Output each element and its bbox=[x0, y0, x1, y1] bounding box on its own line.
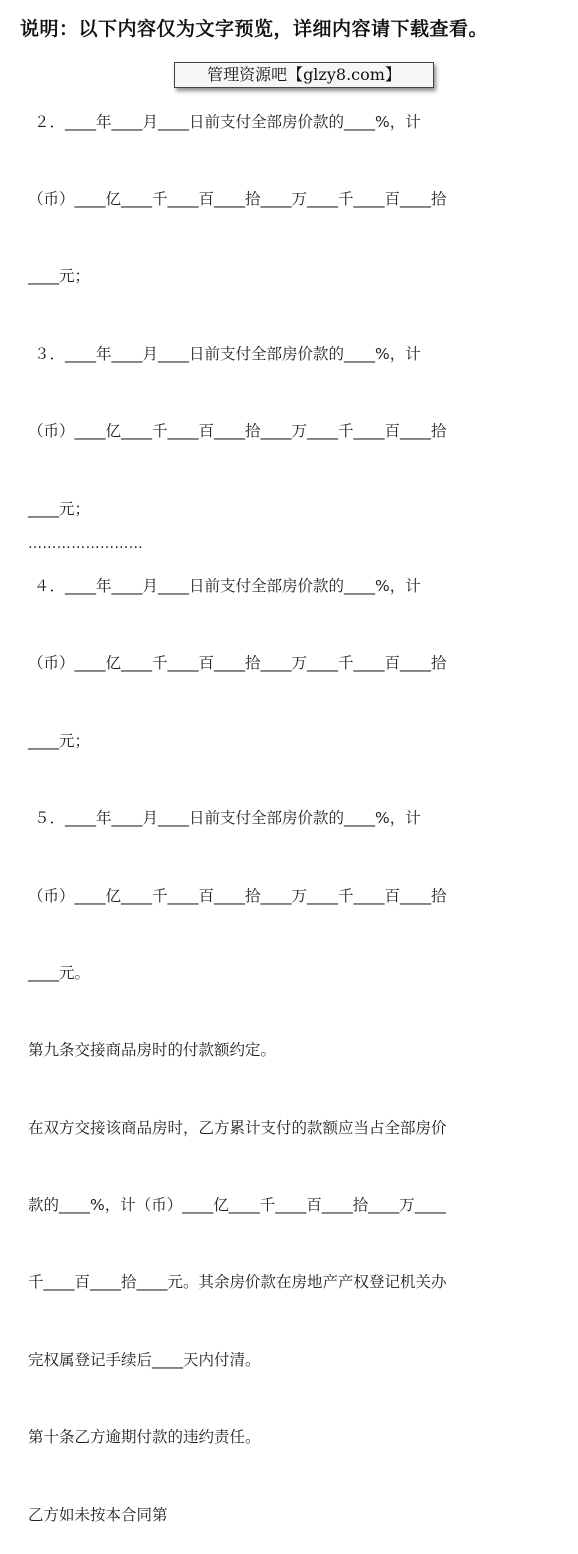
clause-3-line-3: ____元； bbox=[28, 499, 91, 518]
article-9-text-2: 款的____%，计（币）____亿____千____百____拾____万____ bbox=[28, 1196, 446, 1215]
article-10-heading: 第十条乙方逾期付款的违约责任。 bbox=[28, 1428, 261, 1447]
article-9-text-3: 千____百____拾____元。其余房价款在房地产产权登记机关办 bbox=[28, 1273, 447, 1292]
document-body bbox=[28, 58, 558, 1554]
clause-4-line-2: （币）____亿____千____百____拾____万____千____百____拾 bbox=[28, 654, 447, 673]
clause-3-line-1: ３．____年____月____日前支付全部房价款的____%，计 bbox=[34, 344, 421, 363]
clause-5-line-3: ____元。 bbox=[28, 963, 91, 982]
clause-3-line-2: （币）____亿____千____百____拾____万____千____百____拾 bbox=[28, 422, 447, 441]
clause-2-line-3: ____元； bbox=[28, 267, 91, 286]
article-9-heading: 第九条交接商品房时的付款额约定。 bbox=[28, 1041, 277, 1060]
truncation-ellipsis: …………………… bbox=[28, 536, 144, 552]
clause-4-line-1: ４．____年____月____日前支付全部房价款的____%，计 bbox=[34, 576, 421, 595]
clause-5-line-2: （币）____亿____千____百____拾____万____千____百____拾 bbox=[28, 886, 447, 905]
article-10-text-1: 乙方如未按本合同第 bbox=[28, 1505, 168, 1524]
article-9-text-4: 完权属登记手续后____天内付清。 bbox=[28, 1350, 261, 1369]
clause-4-line-3: ____元； bbox=[28, 731, 91, 750]
clause-5-line-1: ５．____年____月____日前支付全部房价款的____%，计 bbox=[34, 809, 421, 828]
preview-notice: 说明：以下内容仅为文字预览，详细内容请下载查看。 bbox=[20, 18, 489, 40]
clause-2-line-1: ２．____年____月____日前支付全部房价款的____%，计 bbox=[34, 112, 421, 131]
article-9-text-1: 在双方交接该商品房时，乙方累计支付的款额应当占全部房价 bbox=[28, 1118, 447, 1137]
watermark-banner: 管理资源吧【glzy8.com】 bbox=[174, 62, 434, 88]
clause-2-line-2: （币）____亿____千____百____拾____万____千____百____拾 bbox=[28, 189, 447, 208]
